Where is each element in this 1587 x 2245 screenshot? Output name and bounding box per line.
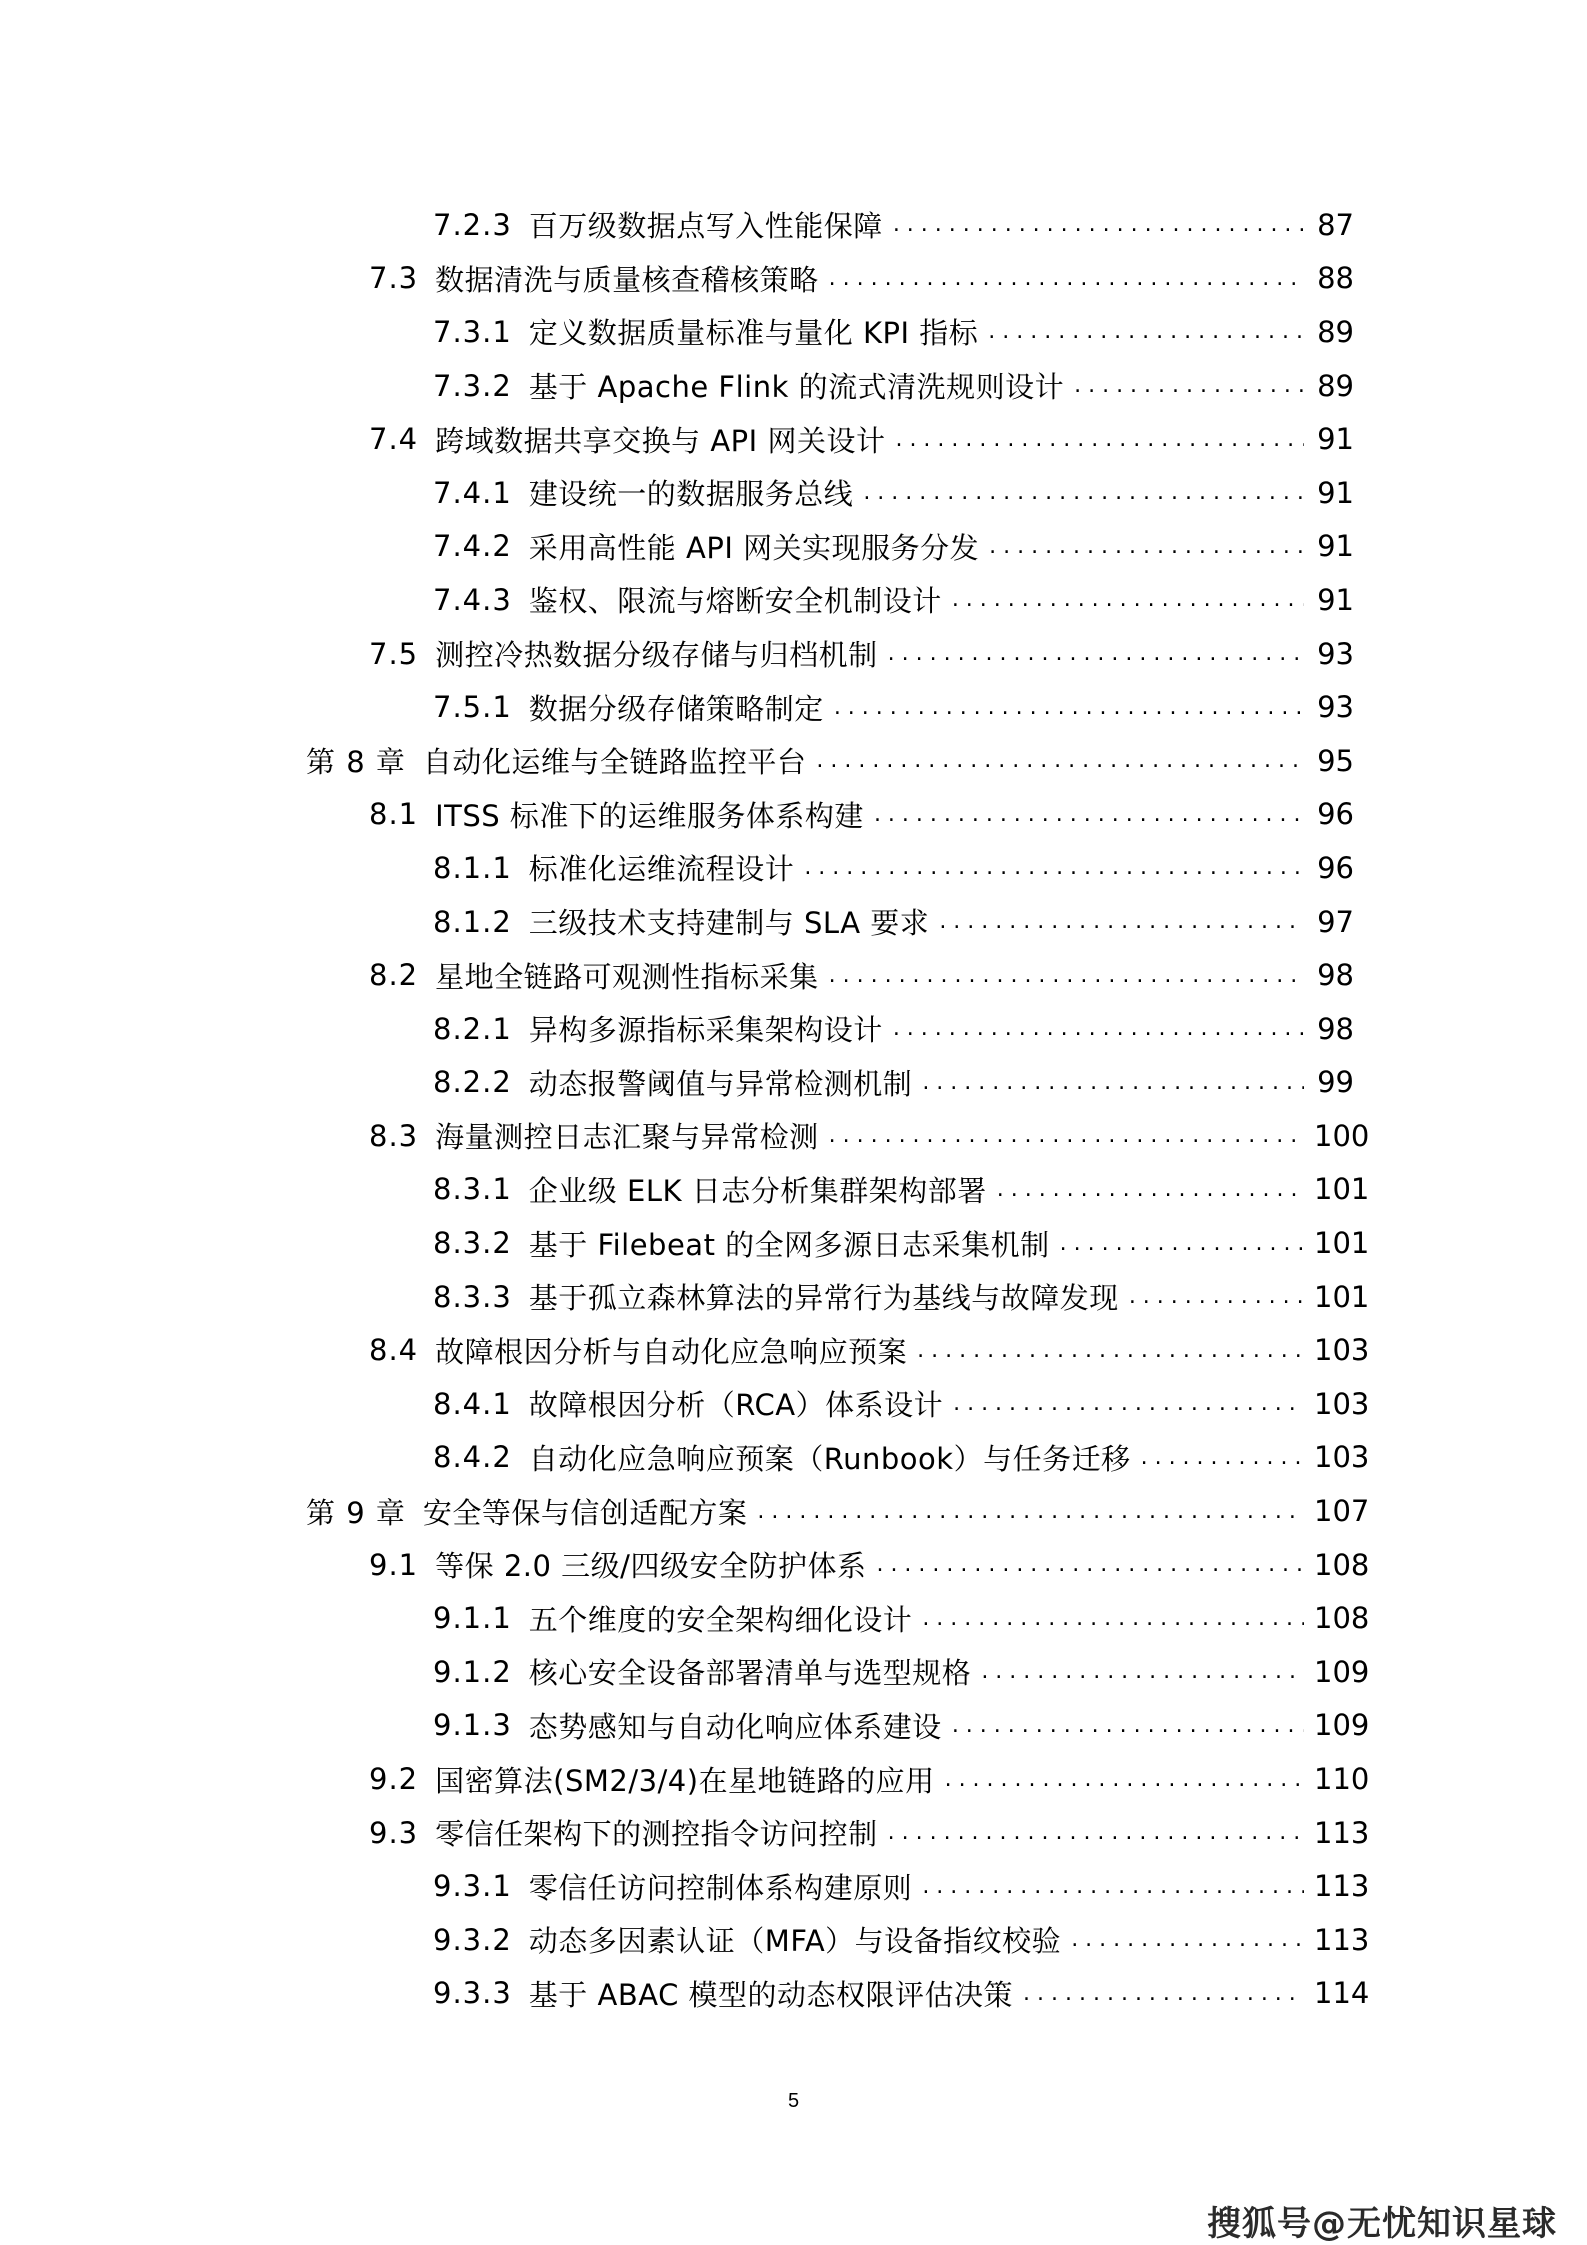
toc-entry[interactable] [0, 1163, 1587, 1217]
toc-entry-title: 企业级 ELK 日志分析集群架构部署 [528, 1173, 987, 1208]
toc-entry-page: 89 [1317, 368, 1354, 403]
toc-entry[interactable] [0, 1806, 1587, 1860]
toc-dot-leader [816, 748, 1304, 773]
toc-entry-number: 7.4.1 [433, 475, 512, 510]
toc-entry-number: 7.4 [369, 422, 419, 457]
toc-entry-page: 108 [1314, 1547, 1370, 1582]
toc-entry-title: 基于 Filebeat 的全网多源日志采集机制 [528, 1227, 1050, 1262]
toc-entry-number: 8.2.2 [433, 1065, 512, 1100]
toc-entry[interactable] [0, 1752, 1587, 1806]
toc-entry-title: 定义数据质量标准与量化 KPI 指标 [528, 316, 979, 351]
toc-entry-page: 103 [1314, 1333, 1370, 1368]
toc-dot-leader [893, 1016, 1304, 1041]
toc-entry-page: 95 [1317, 743, 1354, 778]
toc-entry-title: 鉴权、限流与熔断安全机制设计 [528, 584, 942, 619]
toc-dot-leader [888, 1820, 1304, 1845]
toc-entry-number: 8.4 [369, 1333, 419, 1368]
toc-entry[interactable] [0, 198, 1587, 252]
toc-entry-title: ITSS 标准下的运维服务体系构建 [435, 798, 864, 833]
toc-entry[interactable] [0, 1431, 1587, 1485]
toc-dot-leader [997, 1177, 1304, 1202]
toc-entry-title: 国密算法(SM2/3/4)在星地链路的应用 [435, 1763, 935, 1798]
toc-entry-number: 9.3.1 [433, 1869, 512, 1904]
toc-dot-leader [893, 212, 1304, 237]
toc-entry-number: 8.1.2 [433, 904, 512, 939]
toc-entry-number: 7.4.2 [433, 529, 512, 564]
toc-dot-leader [922, 1874, 1304, 1899]
toc-dot-leader [953, 1391, 1304, 1416]
toc-entry-number: 第 9 章 [306, 1495, 406, 1530]
toc-entry[interactable] [0, 466, 1587, 520]
toc-entry-page: 97 [1317, 904, 1354, 939]
toc-entry[interactable] [0, 412, 1587, 466]
toc-dot-leader [988, 319, 1304, 344]
toc-entry[interactable] [0, 520, 1587, 574]
toc-dot-leader [1071, 1927, 1304, 1952]
toc-entry-page: 101 [1314, 1226, 1370, 1261]
toc-entry-number: 9.3.2 [433, 1922, 512, 1957]
toc-entry[interactable] [0, 359, 1587, 413]
toc-entry-number: 8.3.1 [433, 1172, 512, 1207]
toc-dot-leader [804, 855, 1304, 880]
toc-entry-number: 9.2 [369, 1762, 419, 1797]
toc-entry-page: 91 [1317, 582, 1354, 617]
toc-entry-number: 8.1.1 [433, 850, 512, 885]
toc-entry[interactable] [0, 1323, 1587, 1377]
toc-dot-leader [876, 1552, 1304, 1577]
toc-dot-leader [757, 1499, 1304, 1524]
toc-entry[interactable] [0, 1859, 1587, 1913]
toc-entry[interactable] [0, 1967, 1587, 2021]
toc-entry-number: 8.1 [369, 797, 419, 832]
toc-entry[interactable] [0, 734, 1587, 788]
toc-entry[interactable] [0, 1591, 1587, 1645]
toc-entry-title: 动态多因素认证（MFA）与设备指纹校验 [528, 1924, 1062, 1959]
toc-entry-number: 8.4.1 [433, 1386, 512, 1421]
toc-entry[interactable] [0, 1377, 1587, 1431]
toc-entry-title: 自动化运维与全链路监控平台 [422, 745, 807, 780]
toc-entry-number: 8.4.2 [433, 1440, 512, 1475]
toc-entry-title: 标准化运维流程设计 [528, 852, 795, 887]
toc-entry-page: 108 [1314, 1601, 1370, 1636]
toc-dot-leader [981, 1659, 1304, 1684]
toc-entry-number: 9.3.3 [433, 1976, 512, 2011]
toc-entry-page: 96 [1317, 797, 1354, 832]
toc-entry[interactable] [0, 1109, 1587, 1163]
toc-dot-leader [1074, 373, 1304, 398]
toc-entry-page: 98 [1317, 958, 1354, 993]
toc-entry-number: 7.2.3 [433, 207, 512, 242]
toc-dot-leader [834, 695, 1304, 720]
toc-entry-number: 7.5 [369, 636, 419, 671]
toc-entry-page: 93 [1317, 636, 1354, 671]
toc-dot-leader [917, 1338, 1304, 1363]
toc-entry-title: 星地全链路可观测性指标采集 [435, 959, 819, 994]
toc-entry-page: 110 [1314, 1762, 1370, 1797]
toc-entry-number: 9.1.1 [433, 1601, 512, 1636]
toc-entry-title: 自动化应急响应预案（Runbook）与任务迁移 [528, 1441, 1131, 1476]
toc-entry-title: 数据清洗与质量核查稽核策略 [435, 262, 819, 297]
toc-entry-number: 7.5.1 [433, 690, 512, 725]
toc-entry-title: 零信任访问控制体系构建原则 [528, 1870, 913, 1905]
toc-entry-title: 百万级数据点写入性能保障 [528, 209, 883, 244]
toc-entry-page: 91 [1317, 475, 1354, 510]
toc-entry[interactable] [0, 841, 1587, 895]
toc-entry-page: 100 [1314, 1118, 1370, 1153]
toc-dot-leader [939, 909, 1304, 934]
toc-entry-page: 113 [1314, 1869, 1370, 1904]
toc-dot-leader [1129, 1284, 1304, 1309]
page-number: 5 [787, 2090, 800, 2112]
toc-entry[interactable] [0, 1538, 1587, 1592]
toc-entry-title: 安全等保与信创适配方案 [422, 1495, 748, 1530]
toc-entry-page: 107 [1314, 1494, 1370, 1529]
toc-entry-page: 109 [1314, 1708, 1370, 1743]
toc-entry-page: 103 [1314, 1440, 1370, 1475]
toc-entry-page: 91 [1317, 422, 1354, 457]
toc-entry[interactable] [0, 948, 1587, 1002]
toc-entry-title: 等保 2.0 三级/四级安全防护体系 [435, 1549, 867, 1584]
toc-entry-number: 8.2.1 [433, 1011, 512, 1046]
toc-entry-title: 基于孤立森林算法的异常行为基线与故障发现 [528, 1281, 1119, 1316]
toc-entry-title: 采用高性能 API 网关实现服务分发 [528, 530, 980, 565]
toc-entry-number: 8.3.2 [433, 1226, 512, 1261]
toc-dot-leader [829, 266, 1304, 291]
toc-entry[interactable] [0, 627, 1587, 681]
toc-entry-number: 7.3 [369, 261, 419, 296]
toc-entry[interactable] [0, 788, 1587, 842]
toc-entry-page: 103 [1314, 1386, 1370, 1421]
toc-entry-number: 9.3 [369, 1815, 419, 1850]
toc-entry-title: 数据分级存储策略制定 [528, 691, 824, 726]
toc-dot-leader [952, 587, 1304, 612]
toc-entry-page: 98 [1317, 1011, 1354, 1046]
toc-entry[interactable] [0, 680, 1587, 734]
toc-dot-leader [863, 480, 1304, 505]
toc-entry-number: 第 8 章 [306, 745, 406, 780]
toc-dot-leader [829, 963, 1304, 988]
toc-entry-title: 海量测控日志汇聚与异常检测 [435, 1120, 819, 1155]
toc-dot-leader [922, 1606, 1304, 1631]
toc-entry-page: 101 [1314, 1279, 1370, 1314]
toc-entry-title: 五个维度的安全架构细化设计 [528, 1602, 913, 1637]
toc-dot-leader [1023, 1981, 1304, 2006]
toc-entry-title: 动态报警阈值与异常检测机制 [528, 1066, 913, 1101]
toc-entry-page: 87 [1317, 207, 1354, 242]
toc-entry-number: 7.4.3 [433, 582, 512, 617]
toc-entry-page: 113 [1314, 1922, 1370, 1957]
toc-entry-page: 96 [1317, 850, 1354, 885]
toc-entry[interactable] [0, 252, 1587, 306]
toc-entry-number: 8.3 [369, 1118, 419, 1153]
toc-entry-page: 99 [1317, 1065, 1354, 1100]
toc-dot-leader [829, 1123, 1304, 1148]
toc-dot-leader [1141, 1445, 1304, 1470]
toc-entry-title: 态势感知与自动化响应体系建设 [528, 1709, 942, 1744]
toc-entry-title: 基于 ABAC 模型的动态权限评估决策 [528, 1977, 1014, 2012]
toc-entry-title: 三级技术支持建制与 SLA 要求 [528, 906, 930, 941]
toc-entry[interactable] [0, 1645, 1587, 1699]
toc-entry[interactable] [0, 573, 1587, 627]
toc-entry-page: 101 [1314, 1172, 1370, 1207]
toc-entry-page: 89 [1317, 314, 1354, 349]
toc-entry-title: 异构多源指标采集架构设计 [528, 1013, 883, 1048]
toc-entry-title: 故障根因分析（RCA）体系设计 [528, 1388, 944, 1423]
toc-entry-title: 基于 Apache Flink 的流式清洗规则设计 [528, 370, 1065, 405]
toc-entry-number: 7.3.1 [433, 314, 512, 349]
toc-entry-page: 114 [1314, 1976, 1370, 2011]
toc-entry-title: 零信任架构下的测控指令访问控制 [435, 1817, 878, 1852]
toc-entry-page: 113 [1314, 1815, 1370, 1850]
toc-entry-title: 建设统一的数据服务总线 [528, 477, 854, 512]
toc-entry-number: 9.1 [369, 1547, 419, 1582]
toc-entry-page: 109 [1314, 1654, 1370, 1689]
toc-entry-page: 91 [1317, 529, 1354, 564]
toc-entry[interactable] [0, 1270, 1587, 1324]
toc-entry-number: 8.2 [369, 958, 419, 993]
toc-entry-page: 93 [1317, 690, 1354, 725]
toc-entry-number: 9.1.2 [433, 1654, 512, 1689]
table-of-contents [0, 198, 1587, 2020]
toc-dot-leader [922, 1070, 1304, 1095]
toc-dot-leader [895, 427, 1304, 452]
watermark: 搜狐号@无忧知识星球 [1207, 2204, 1557, 2244]
toc-entry[interactable] [0, 1699, 1587, 1753]
toc-entry-page: 88 [1317, 261, 1354, 296]
toc-entry-title: 故障根因分析与自动化应急响应预案 [435, 1334, 908, 1369]
toc-dot-leader [888, 641, 1304, 666]
toc-entry[interactable] [0, 895, 1587, 949]
toc-entry[interactable] [0, 1913, 1587, 1967]
toc-entry-title: 跨域数据共享交换与 API 网关设计 [435, 423, 886, 458]
toc-dot-leader [945, 1767, 1304, 1792]
toc-entry-number: 8.3.3 [433, 1279, 512, 1314]
toc-entry[interactable] [0, 1002, 1587, 1056]
toc-entry-number: 9.1.3 [433, 1708, 512, 1743]
toc-entry[interactable] [0, 1216, 1587, 1270]
toc-entry-number: 7.3.2 [433, 368, 512, 403]
toc-entry[interactable] [0, 305, 1587, 359]
toc-entry[interactable] [0, 1056, 1587, 1110]
toc-dot-leader [1060, 1231, 1304, 1256]
toc-dot-leader [952, 1713, 1304, 1738]
toc-entry[interactable] [0, 1484, 1587, 1538]
toc-dot-leader [989, 534, 1304, 559]
toc-entry-title: 测控冷热数据分级存储与归档机制 [435, 638, 878, 673]
toc-dot-leader [874, 802, 1304, 827]
toc-entry-title: 核心安全设备部署清单与选型规格 [528, 1656, 972, 1691]
